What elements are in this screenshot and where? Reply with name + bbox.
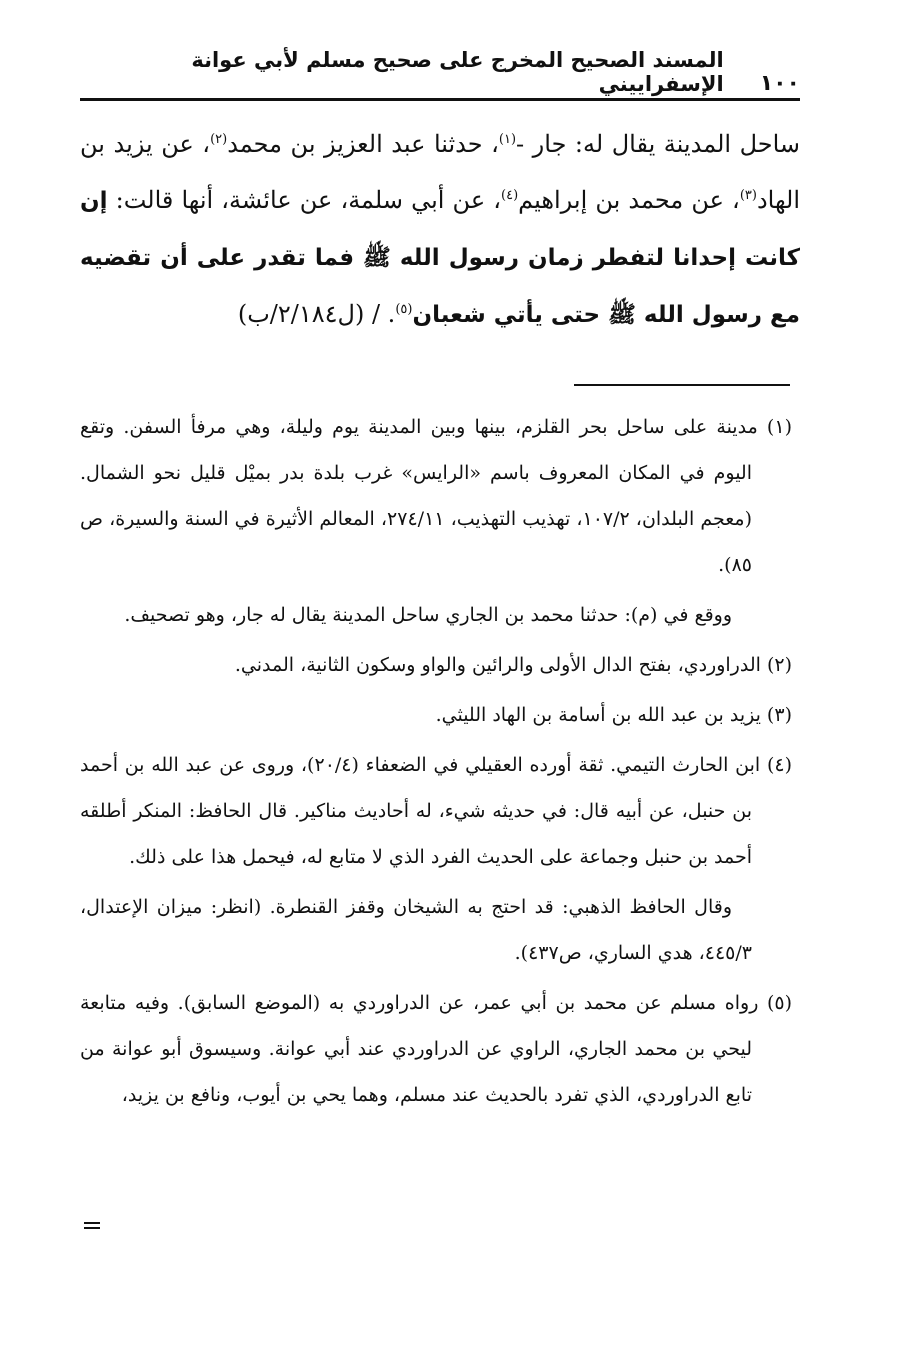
footnote-5: (٥) رواه مسلم عن محمد بن أبي عمر، عن الدراوردي به (الموضع السابق). وفيه متابعة ليحي بن محمد الجاري، الراوي عن الدراوردي عند أبي عوانة. وسيسوق أبو عوانة من تابع الدراوردي، الذي تفرد بالحديث عند مسلم، وهما يحي بن أيوب، ونافع بن يزيد، [80, 992, 792, 1106]
footnote-ref: (٤) [501, 188, 519, 203]
text-segment: ساحل المدينة يقال له: جار - [516, 130, 801, 158]
footnote-ref: (٣) [739, 188, 757, 203]
text-segment: ، عن يزيد بن الهاد [80, 130, 800, 214]
text-segment: ، عن أبي سلمة، عن عائشة، أنها قالت: [107, 186, 501, 214]
footnote-ref: (٥) [395, 302, 413, 317]
footnote-ref: (٢) [210, 132, 228, 147]
footnotes [80, 404, 792, 1122]
footnote-rule [574, 384, 790, 386]
footnote-4-continued: وقال الحافظ الذهبي: قد احتج به الشيخان وقفز القنطرة. (انظر: ميزان الإعتدال، ٤٤٥/٣، هدي الساري، ص٤٣٧). [80, 896, 752, 964]
running-title: المسند الصحيح المخرج على صحيح مسلم لأبي عوانة الإسفراييني [191, 48, 724, 96]
footnote-1: (١) مدينة على ساحل بحر القلزم، بينها وبين المدينة يوم وليلة، وهي مرفأ السفن. وتقع اليوم في المكان المعروف باسم «الرايس» غرب بلدة بدر بميْل قليل نحو الشمال. (معجم البلدان، ١٠٧/٢، تهذيب التهذيب، ٢٧٤/١١، المعالم الأثيرة في السنة والسيرة، ص ٨٥). [80, 416, 792, 576]
manuscript-ref: . / (ل٢/١٨٤/ب) [237, 300, 396, 328]
text-segment: ، عن محمد بن إبراهيم [518, 186, 740, 214]
page-header [78, 48, 800, 96]
hadith-matn: إن كانت إحدانا لتفطر زمان رسول الله ﷺ فما تقدر على أن تقضيه مع رسول الله ﷺ حتى يأتي شعبان [80, 188, 800, 328]
continuation-mark [84, 1222, 100, 1229]
text-segment: ، حدثنا عبد العزيز بن محمد [227, 130, 499, 158]
footnote-3: (٣) يزيد بن عبد الله بن أسامة بن الهاد الليثي. [435, 704, 792, 726]
footnote-1-continued: ووقع في (م): حدثنا محمد بن الجاري ساحل المدينة يقال له جار، وهو تصحيف. [124, 604, 732, 626]
footnote-4: (٤) ابن الحارث التيمي. ثقة أورده العقيلي في الضعفاء (٢٠/٤)، وروى عن عبد الله بن أحمد بن حنبل، عن أبيه قال: في حديثه شيء، له أحاديث مناكير. قال الحافظ: المنكر أطلقه أحمد بن حنبل وجماعة على الحديث الفرد الذي لا متابع له، فيحمل هذا على ذلك. [80, 754, 792, 868]
footnote-ref: (١) [498, 132, 517, 147]
header-rule [80, 98, 800, 101]
page-number: ١٠٠ [759, 71, 800, 96]
footnote-2: (٢) الدراوردي، بفتح الدال الأولى والرائين والواو وسكون الثانية، المدني. [234, 654, 792, 676]
hadith-text [80, 116, 800, 343]
